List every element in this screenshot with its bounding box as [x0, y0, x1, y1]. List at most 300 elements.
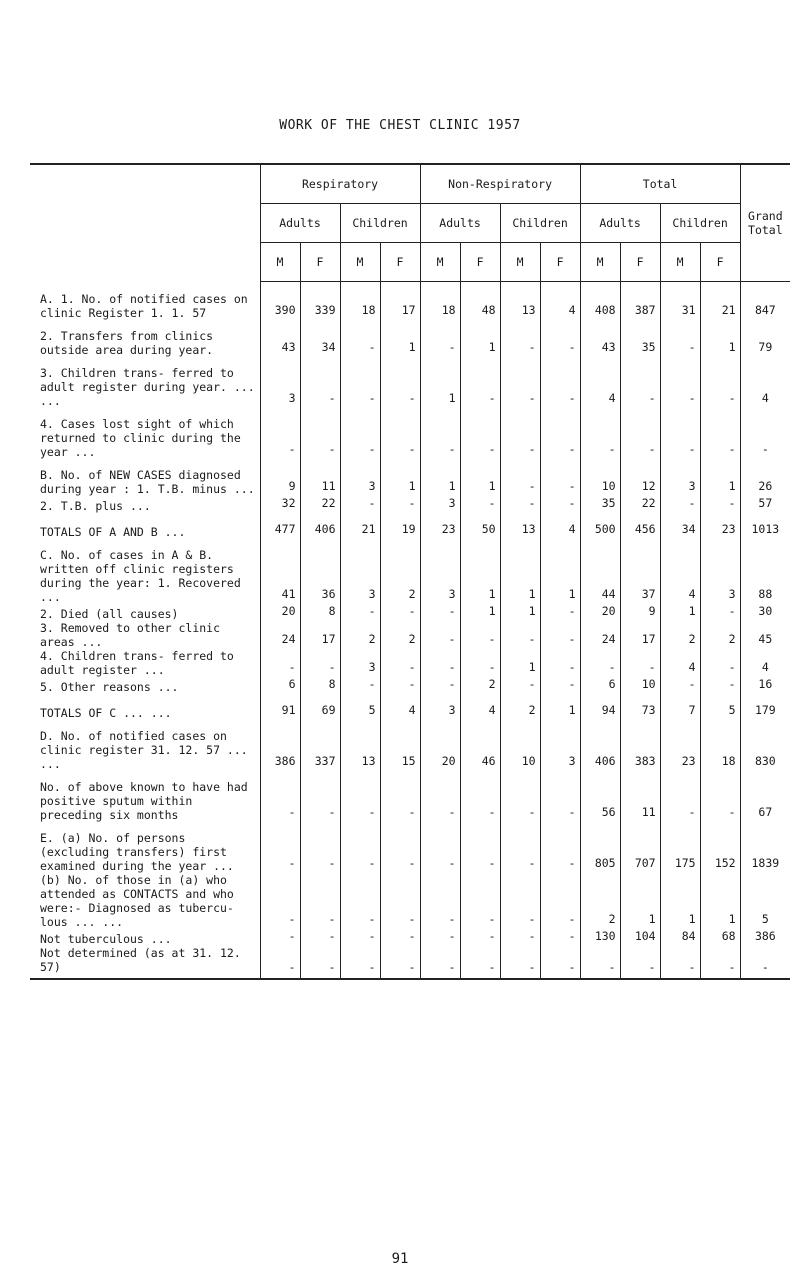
row-label: 4. Cases lost sight of which returned to clinic during the year ...: [40, 416, 241, 459]
value-cell: 21: [700, 282, 740, 320]
value-cell: -: [540, 771, 580, 822]
value-cell: 3: [700, 539, 740, 604]
value-cell: -: [700, 649, 740, 677]
value-cell: 37: [620, 539, 660, 604]
grand-total-cell: 847: [740, 282, 790, 320]
value-cell: -: [700, 357, 740, 408]
table-row: [30, 357, 790, 408]
header-respiratory: Respiratory: [260, 164, 420, 204]
value-cell: -: [340, 496, 380, 513]
value-cell: 152: [700, 822, 740, 873]
value-cell: 17: [620, 621, 660, 649]
value-cell: -: [700, 946, 740, 979]
value-cell: -: [380, 357, 420, 408]
table-row: [30, 720, 790, 771]
header-f: F: [620, 243, 660, 282]
row-label: 3. Children trans- ferred to adult register during year. ... ...: [40, 365, 255, 408]
value-cell: 31: [660, 282, 700, 320]
value-cell: -: [540, 357, 580, 408]
value-cell: 94: [580, 694, 620, 720]
table-row: [30, 320, 790, 357]
table-row: [30, 282, 790, 320]
value-cell: -: [500, 677, 540, 694]
value-cell: 17: [380, 282, 420, 320]
value-cell: -: [660, 946, 700, 979]
row-label: 5. Other reasons ...: [40, 679, 179, 694]
header-m: M: [660, 243, 700, 282]
header-total-children: Children: [660, 204, 740, 243]
value-cell: 1: [420, 357, 460, 408]
value-cell: 20: [420, 720, 460, 771]
row-label: TOTALS OF A AND B ...: [40, 524, 186, 539]
value-cell: 18: [340, 282, 380, 320]
value-cell: 1: [700, 459, 740, 496]
value-cell: 1: [460, 539, 500, 604]
value-cell: -: [380, 649, 420, 677]
value-cell: 10: [500, 720, 540, 771]
table-row: [30, 822, 790, 873]
row-label: B. No. of NEW CASES diagnosed during year : 1. T.B. minus ...: [40, 467, 255, 496]
value-cell: 3: [420, 496, 460, 513]
value-cell: -: [340, 822, 380, 873]
row-label: No. of above known to have had positive sputum within preceding six months: [40, 779, 248, 822]
value-cell: 11: [620, 771, 660, 822]
value-cell: -: [460, 357, 500, 408]
value-cell: 1: [460, 320, 500, 357]
value-cell: 4: [660, 649, 700, 677]
value-cell: 48: [460, 282, 500, 320]
value-cell: -: [580, 649, 620, 677]
value-cell: 34: [660, 513, 700, 539]
table-row: [30, 929, 790, 946]
value-cell: 6: [580, 677, 620, 694]
value-cell: 3: [540, 720, 580, 771]
table-row: [30, 604, 790, 621]
value-cell: -: [420, 822, 460, 873]
table-row: [30, 677, 790, 694]
value-cell: -: [380, 408, 420, 459]
header-nonresp-children: Children: [500, 204, 580, 243]
value-cell: -: [660, 320, 700, 357]
header-m: M: [580, 243, 620, 282]
value-cell: -: [540, 677, 580, 694]
grand-total-cell: 30: [740, 604, 790, 621]
value-cell: -: [540, 873, 580, 929]
value-cell: 1: [380, 320, 420, 357]
header-grand-total: Grand Total: [740, 164, 790, 282]
value-cell: -: [420, 677, 460, 694]
header-m: M: [260, 243, 300, 282]
value-cell: 2: [660, 621, 700, 649]
value-cell: 387: [620, 282, 660, 320]
value-cell: -: [260, 822, 300, 873]
grand-total-cell: 830: [740, 720, 790, 771]
value-cell: 91: [260, 694, 300, 720]
header-f: F: [380, 243, 420, 282]
row-label: E. (a) No. of persons (excluding transfers) first examined during the year ...: [40, 830, 234, 873]
value-cell: 2: [340, 621, 380, 649]
value-cell: 13: [500, 282, 540, 320]
value-cell: 3: [340, 459, 380, 496]
value-cell: -: [500, 496, 540, 513]
value-cell: 1: [460, 459, 500, 496]
value-cell: -: [460, 929, 500, 946]
value-cell: 1: [500, 649, 540, 677]
row-label: D. No. of notified cases on clinic register 31. 12. 57 ... ...: [40, 728, 248, 771]
value-cell: -: [620, 408, 660, 459]
value-cell: 1: [660, 873, 700, 929]
value-cell: 2: [500, 694, 540, 720]
value-cell: -: [660, 496, 700, 513]
clinic-work-table: [30, 163, 790, 980]
row-label: 3. Removed to other clinic areas ...: [40, 620, 221, 649]
row-label: (b) No. of those in (a) who attended as CONTACTS and who were:- Diagnosed as tubercu- lous ... ...: [40, 872, 234, 929]
value-cell: -: [300, 357, 340, 408]
grand-total-cell: 386: [740, 929, 790, 946]
value-cell: 456: [620, 513, 660, 539]
value-cell: -: [460, 496, 500, 513]
row-label: Not tuberculous ...: [40, 931, 172, 946]
value-cell: -: [260, 946, 300, 979]
value-cell: -: [340, 408, 380, 459]
value-cell: 2: [700, 621, 740, 649]
value-cell: 22: [620, 496, 660, 513]
grand-total-cell: 5: [740, 873, 790, 929]
value-cell: 2: [580, 873, 620, 929]
value-cell: 44: [580, 539, 620, 604]
value-cell: -: [540, 408, 580, 459]
value-cell: 1: [700, 320, 740, 357]
value-cell: 104: [620, 929, 660, 946]
value-cell: -: [660, 408, 700, 459]
value-cell: 1: [540, 539, 580, 604]
value-cell: 406: [300, 513, 340, 539]
value-cell: -: [500, 822, 540, 873]
value-cell: -: [380, 873, 420, 929]
value-cell: -: [340, 946, 380, 979]
value-cell: -: [380, 604, 420, 621]
value-cell: 19: [380, 513, 420, 539]
value-cell: -: [460, 946, 500, 979]
value-cell: -: [460, 621, 500, 649]
value-cell: 805: [580, 822, 620, 873]
value-cell: 3: [260, 357, 300, 408]
value-cell: -: [340, 677, 380, 694]
value-cell: -: [460, 649, 500, 677]
header-nonresp-adults: Adults: [420, 204, 500, 243]
header-non-respiratory: Non-Respiratory: [420, 164, 580, 204]
value-cell: -: [380, 496, 420, 513]
grand-total-cell: -: [740, 408, 790, 459]
grand-total-cell: -: [740, 946, 790, 979]
value-cell: -: [500, 459, 540, 496]
value-cell: 5: [340, 694, 380, 720]
table-row: [30, 459, 790, 496]
header-m: M: [500, 243, 540, 282]
value-cell: -: [420, 929, 460, 946]
value-cell: 23: [420, 513, 460, 539]
value-cell: 50: [460, 513, 500, 539]
grand-total-cell: 45: [740, 621, 790, 649]
value-cell: 21: [340, 513, 380, 539]
value-cell: 2: [380, 539, 420, 604]
grand-total-cell: 179: [740, 694, 790, 720]
value-cell: 4: [540, 513, 580, 539]
value-cell: 406: [580, 720, 620, 771]
table-row: [30, 694, 790, 720]
value-cell: -: [500, 929, 540, 946]
value-cell: 2: [460, 677, 500, 694]
value-cell: -: [340, 320, 380, 357]
value-cell: 5: [700, 694, 740, 720]
value-cell: 1: [420, 459, 460, 496]
value-cell: 4: [660, 539, 700, 604]
value-cell: 35: [620, 320, 660, 357]
value-cell: 34: [300, 320, 340, 357]
value-cell: -: [420, 873, 460, 929]
value-cell: 68: [700, 929, 740, 946]
value-cell: -: [700, 677, 740, 694]
grand-total-cell: 67: [740, 771, 790, 822]
value-cell: -: [540, 320, 580, 357]
value-cell: -: [700, 408, 740, 459]
value-cell: -: [660, 677, 700, 694]
value-cell: 1: [500, 604, 540, 621]
header-f: F: [460, 243, 500, 282]
value-cell: 4: [460, 694, 500, 720]
value-cell: -: [300, 771, 340, 822]
value-cell: 22: [300, 496, 340, 513]
value-cell: 35: [580, 496, 620, 513]
value-cell: -: [300, 873, 340, 929]
row-label: A. 1. No. of notified cases on clinic Register 1. 1. 57: [40, 291, 248, 320]
value-cell: -: [540, 929, 580, 946]
value-cell: -: [260, 649, 300, 677]
table-row: [30, 873, 790, 929]
header-f: F: [540, 243, 580, 282]
grand-total-cell: 1013: [740, 513, 790, 539]
header-m: M: [340, 243, 380, 282]
value-cell: -: [620, 649, 660, 677]
value-cell: -: [380, 771, 420, 822]
value-cell: -: [300, 929, 340, 946]
grand-total-cell: 4: [740, 649, 790, 677]
value-cell: -: [340, 604, 380, 621]
table-row: [30, 408, 790, 459]
value-cell: -: [540, 604, 580, 621]
value-cell: 46: [460, 720, 500, 771]
value-cell: -: [660, 357, 700, 408]
value-cell: 20: [260, 604, 300, 621]
value-cell: -: [500, 621, 540, 649]
value-cell: -: [500, 357, 540, 408]
value-cell: 69: [300, 694, 340, 720]
value-cell: -: [260, 929, 300, 946]
value-cell: -: [340, 929, 380, 946]
value-cell: -: [580, 946, 620, 979]
table-row: [30, 496, 790, 513]
value-cell: 43: [580, 320, 620, 357]
value-cell: -: [460, 771, 500, 822]
header-f: F: [700, 243, 740, 282]
value-cell: 18: [700, 720, 740, 771]
value-cell: 13: [500, 513, 540, 539]
value-cell: 1: [660, 604, 700, 621]
value-cell: 1: [500, 539, 540, 604]
value-cell: 1: [380, 459, 420, 496]
value-cell: 3: [420, 694, 460, 720]
grand-total-cell: 16: [740, 677, 790, 694]
value-cell: 6: [260, 677, 300, 694]
value-cell: 9: [620, 604, 660, 621]
value-cell: 1: [700, 873, 740, 929]
value-cell: -: [420, 649, 460, 677]
value-cell: 175: [660, 822, 700, 873]
header-total: Total: [580, 164, 740, 204]
row-label: 2. Transfers from clinics outside area during year.: [40, 328, 214, 357]
value-cell: 20: [580, 604, 620, 621]
table-row: [30, 513, 790, 539]
value-cell: -: [460, 873, 500, 929]
value-cell: 408: [580, 282, 620, 320]
value-cell: -: [540, 649, 580, 677]
value-cell: -: [500, 873, 540, 929]
value-cell: -: [540, 621, 580, 649]
value-cell: 12: [620, 459, 660, 496]
value-cell: 7: [660, 694, 700, 720]
value-cell: -: [620, 946, 660, 979]
value-cell: 4: [380, 694, 420, 720]
value-cell: 339: [300, 282, 340, 320]
row-label: 4. Children trans- ferred to adult register ...: [40, 648, 234, 677]
value-cell: 18: [420, 282, 460, 320]
value-cell: 43: [260, 320, 300, 357]
value-cell: 3: [420, 539, 460, 604]
value-cell: -: [660, 771, 700, 822]
value-cell: 707: [620, 822, 660, 873]
value-cell: -: [420, 771, 460, 822]
value-cell: -: [380, 822, 420, 873]
row-label: TOTALS OF C ... ...: [40, 705, 172, 720]
header-total-adults: Adults: [580, 204, 660, 243]
value-cell: -: [420, 946, 460, 979]
table-row: [30, 649, 790, 677]
value-cell: 56: [580, 771, 620, 822]
value-cell: 84: [660, 929, 700, 946]
value-cell: 73: [620, 694, 660, 720]
value-cell: 1: [620, 873, 660, 929]
value-cell: -: [340, 771, 380, 822]
grand-total-cell: 1839: [740, 822, 790, 873]
value-cell: -: [260, 873, 300, 929]
grand-total-cell: 4: [740, 357, 790, 408]
grand-total-cell: 88: [740, 539, 790, 604]
table-row: [30, 771, 790, 822]
value-cell: 1: [540, 694, 580, 720]
value-cell: -: [300, 408, 340, 459]
header-m: M: [420, 243, 460, 282]
row-label: 2. T.B. plus ...: [40, 498, 151, 513]
value-cell: 383: [620, 720, 660, 771]
row-label: Not determined (as at 31. 12. 57): [30, 946, 260, 979]
row-label: C. No. of cases in A & B. written off clinic registers during the year: 1. Recovered ...: [40, 547, 241, 604]
value-cell: 24: [580, 621, 620, 649]
value-cell: -: [380, 946, 420, 979]
value-cell: 36: [300, 539, 340, 604]
value-cell: -: [540, 946, 580, 979]
value-cell: 8: [300, 604, 340, 621]
value-cell: -: [500, 946, 540, 979]
value-cell: 386: [260, 720, 300, 771]
value-cell: -: [500, 320, 540, 357]
value-cell: 3: [340, 649, 380, 677]
value-cell: 9: [260, 459, 300, 496]
value-cell: 4: [540, 282, 580, 320]
value-cell: -: [540, 822, 580, 873]
value-cell: 17: [300, 621, 340, 649]
grand-total-cell: 79: [740, 320, 790, 357]
value-cell: -: [340, 873, 380, 929]
value-cell: -: [300, 822, 340, 873]
header-resp-children: Children: [340, 204, 420, 243]
page-number: 91: [391, 1251, 409, 1267]
page-title: WORK OF THE CHEST CLINIC 1957: [279, 118, 521, 133]
value-cell: 477: [260, 513, 300, 539]
value-cell: -: [540, 459, 580, 496]
value-cell: -: [420, 604, 460, 621]
row-label: 2. Died (all causes): [40, 606, 179, 621]
value-cell: -: [380, 929, 420, 946]
value-cell: -: [300, 649, 340, 677]
value-cell: 1: [460, 604, 500, 621]
value-cell: 4: [580, 357, 620, 408]
table-row: [30, 621, 790, 649]
value-cell: 130: [580, 929, 620, 946]
value-cell: -: [540, 496, 580, 513]
value-cell: -: [420, 408, 460, 459]
value-cell: -: [300, 946, 340, 979]
value-cell: -: [500, 408, 540, 459]
value-cell: -: [260, 408, 300, 459]
value-cell: 23: [660, 720, 700, 771]
value-cell: 390: [260, 282, 300, 320]
value-cell: -: [580, 408, 620, 459]
value-cell: 32: [260, 496, 300, 513]
value-cell: 10: [580, 459, 620, 496]
value-cell: -: [420, 621, 460, 649]
value-cell: -: [460, 408, 500, 459]
value-cell: -: [620, 357, 660, 408]
value-cell: 3: [660, 459, 700, 496]
table-body: [30, 282, 790, 979]
value-cell: 11: [300, 459, 340, 496]
value-cell: 23: [700, 513, 740, 539]
value-cell: -: [340, 357, 380, 408]
table-row: [30, 946, 790, 979]
header-f: F: [300, 243, 340, 282]
clinic-work-table-container: [30, 163, 790, 980]
header-resp-adults: Adults: [260, 204, 340, 243]
value-cell: 41: [260, 539, 300, 604]
value-cell: 10: [620, 677, 660, 694]
value-cell: 8: [300, 677, 340, 694]
value-cell: -: [700, 771, 740, 822]
value-cell: 15: [380, 720, 420, 771]
table-row: [30, 539, 790, 604]
header-blank: [30, 164, 260, 282]
grand-total-cell: 57: [740, 496, 790, 513]
value-cell: -: [700, 604, 740, 621]
